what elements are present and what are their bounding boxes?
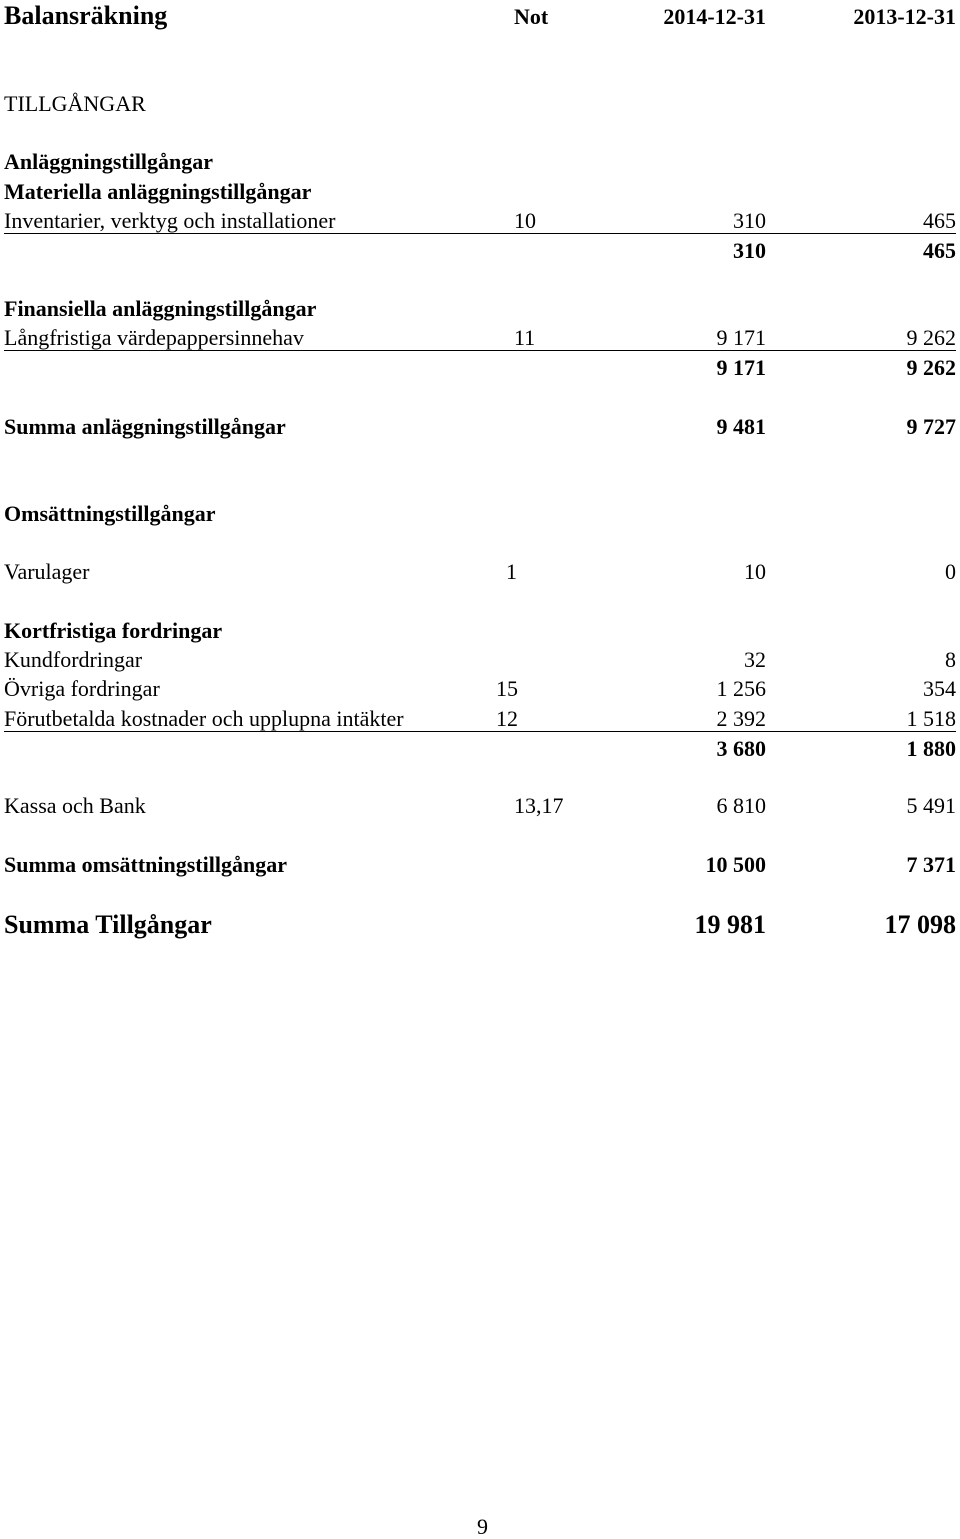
- row-value-2014-vardepapper: 9 171: [716, 325, 766, 350]
- subgroup-heading-finansiella: Finansiella anläggningstillgångar: [4, 296, 317, 321]
- sum-label-anlaggning: Summa anläggningstillgångar: [4, 414, 286, 439]
- subtotal-2014-materiella: 310: [733, 238, 766, 263]
- row-value-2014-varulager: 10: [744, 559, 766, 584]
- page-title: Balansräkning: [4, 1, 168, 30]
- sum-label-omsattning: Summa omsättningstillgångar: [4, 852, 287, 877]
- row-note-vardepapper: 11: [514, 325, 536, 350]
- row-value-2013-kundfordringar: 8: [945, 647, 956, 672]
- subtotal-rule: [4, 350, 956, 351]
- total-2013: 17 098: [884, 910, 956, 939]
- row-label-inventarier: Inventarier, verktyg och installationer: [4, 208, 336, 233]
- group-heading-anlaggning: Anläggningstillgångar: [4, 149, 214, 174]
- row-value-2013-ovriga-fordringar: 354: [923, 676, 956, 701]
- subtotal-2014-kortfristiga: 3 680: [716, 736, 766, 761]
- row-value-2013-kassa: 5 491: [906, 793, 956, 818]
- row-label-kundfordringar: Kundfordringar: [4, 647, 143, 672]
- row-value-2014-kassa: 6 810: [716, 793, 766, 818]
- subtotal-rule: [4, 233, 956, 234]
- sum-2014-omsattning: 10 500: [705, 852, 766, 877]
- row-value-2013-inventarier: 465: [923, 208, 956, 233]
- row-label-varulager: Varulager: [4, 559, 90, 584]
- sum-2014-anlaggning: 9 481: [716, 414, 766, 439]
- sum-2013-omsattning: 7 371: [906, 852, 956, 877]
- row-label-vardepapper: Långfristiga värdepappersinnehav: [4, 325, 304, 350]
- row-value-2013-varulager: 0: [945, 559, 956, 584]
- row-value-2014-forutbetalda: 2 392: [716, 706, 766, 731]
- row-note-ovriga-fordringar: 15: [496, 676, 518, 701]
- row-note-kassa: 13,17: [514, 793, 564, 818]
- column-header-2014: 2014-12-31: [663, 4, 766, 29]
- group-heading-omsattning: Omsättningstillgångar: [4, 501, 216, 526]
- subgroup-heading-materiella: Materiella anläggningstillgångar: [4, 179, 312, 204]
- subgroup-heading-kortfristiga: Kortfristiga fordringar: [4, 618, 223, 643]
- subtotal-rule: [4, 731, 956, 732]
- row-note-inventarier: 10: [514, 208, 536, 233]
- total-label: Summa Tillgångar: [4, 910, 212, 939]
- total-2014: 19 981: [694, 910, 766, 939]
- subtotal-2013-materiella: 465: [923, 238, 956, 263]
- row-note-varulager: 1: [506, 559, 517, 584]
- column-header-2013: 2013-12-31: [853, 4, 956, 29]
- row-label-forutbetalda: Förutbetalda kostnader och upplupna intäkter: [4, 706, 404, 731]
- row-label-ovriga-fordringar: Övriga fordringar: [4, 676, 160, 701]
- row-label-kassa: Kassa och Bank: [4, 793, 146, 818]
- subtotal-2014-finansiella: 9 171: [716, 355, 766, 380]
- row-note-forutbetalda: 12: [496, 706, 518, 731]
- subtotal-2013-kortfristiga: 1 880: [906, 736, 956, 761]
- subtotal-2013-finansiella: 9 262: [906, 355, 956, 380]
- sum-2013-anlaggning: 9 727: [906, 414, 956, 439]
- row-value-2013-forutbetalda: 1 518: [906, 706, 956, 731]
- row-value-2014-ovriga-fordringar: 1 256: [716, 676, 766, 701]
- row-value-2014-inventarier: 310: [733, 208, 766, 233]
- row-value-2014-kundfordringar: 32: [744, 647, 766, 672]
- section-title: TILLGÅNGAR: [4, 91, 146, 116]
- row-value-2013-vardepapper: 9 262: [906, 325, 956, 350]
- column-header-note: Not: [514, 4, 549, 29]
- page-number: 9: [477, 1514, 488, 1539]
